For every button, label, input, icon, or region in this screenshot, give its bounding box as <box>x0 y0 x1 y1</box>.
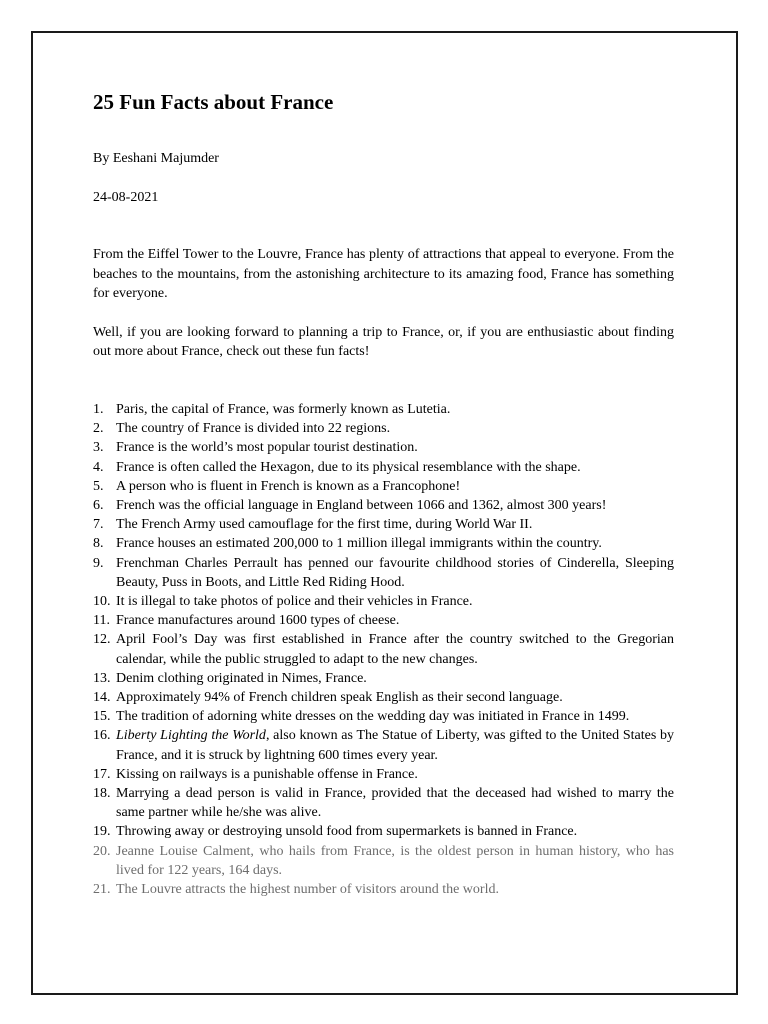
list-item-text: Kissing on railways is a punishable offense in France. <box>116 766 418 782</box>
list-item-number: 11. <box>93 613 110 629</box>
list-item-number: 20. <box>93 843 111 859</box>
list-item <box>93 630 674 668</box>
list-item-text: Approximately 94% of French children speak English as their second language. <box>116 690 563 706</box>
document-body <box>93 88 674 899</box>
list-item-text: Paris, the capital of France, was formerly known as Lutetia. <box>116 401 451 417</box>
list-item-text: A person who is fluent in French is known as a Francophone! <box>116 478 461 494</box>
list-item-text: France houses an estimated 200,000 to 1 million illegal immigrants within the country. <box>116 536 602 552</box>
list-item-text: The French Army used camouflage for the first time, during World War II. <box>116 517 533 533</box>
author-line: By Eeshani Majumder <box>93 151 219 166</box>
list-item <box>93 496 674 515</box>
list-item-number: 1. <box>93 401 104 417</box>
list-item-number: 16. <box>93 728 111 744</box>
list-item <box>93 688 674 707</box>
list-item-text: , also known as The Statue of Liberty, was gifted to the United States by France, and it is struck by lightning 600 times every year. <box>116 728 675 763</box>
list-item-text: Denim clothing originated in Nimes, France. <box>116 670 367 686</box>
list-item <box>93 842 674 880</box>
list-item-text: Jeanne Louise Calment, who hails from France, is the oldest person in human history, who has lived for 122 years, 164 days. <box>116 843 674 878</box>
list-item-number: 2. <box>93 421 104 437</box>
intro-paragraph: Well, if you are looking forward to planning a trip to France, or, if you are enthusiastic about finding out more about France, check out these fun facts! <box>93 324 674 360</box>
list-item <box>93 592 674 611</box>
list-item-number: 8. <box>93 536 104 552</box>
list-item-number: 15. <box>93 709 111 725</box>
list-item-text: France is the world’s most popular tourist destination. <box>116 440 418 456</box>
list-item <box>93 822 674 841</box>
list-item <box>93 880 674 899</box>
list-item-italic-title: Liberty Lighting the World <box>116 728 266 744</box>
list-item-number: 6. <box>93 497 104 513</box>
publish-date: 24-08-2021 <box>93 190 159 205</box>
list-item <box>93 611 674 630</box>
list-item <box>93 477 674 496</box>
list-item <box>93 534 674 553</box>
list-item-number: 12. <box>93 632 111 648</box>
list-item-text: The Louvre attracts the highest number of visitors around the world. <box>116 882 499 898</box>
list-item-number: 19. <box>93 824 111 840</box>
list-item-text: Throwing away or destroying unsold food from supermarkets is banned in France. <box>116 824 578 840</box>
list-item <box>93 707 674 726</box>
list-item <box>93 554 674 592</box>
list-item-text: Frenchman Charles Perrault has penned our favourite childhood stories of Cinderella, Sleeping Beauty, Puss in Boots, and Little Red Riding Hood. <box>116 555 674 590</box>
list-item-number: 18. <box>93 786 111 802</box>
list-item-number: 17. <box>93 766 111 782</box>
list-item <box>93 438 674 457</box>
list-item-number: 14. <box>93 690 111 706</box>
list-item-text: It is illegal to take photos of police and their vehicles in France. <box>116 594 473 609</box>
list-item <box>93 419 674 438</box>
list-item <box>93 515 674 534</box>
list-item <box>93 784 674 822</box>
list-item-number: 7. <box>93 517 104 533</box>
list-item-text: France is often called the Hexagon, due to its physical resemblance with the shape. <box>116 459 581 475</box>
list-item-number: 21. <box>93 882 111 898</box>
page-title: 25 Fun Facts about France <box>93 90 334 114</box>
list-item-number: 5. <box>93 478 104 494</box>
list-item-number: 13. <box>93 670 111 686</box>
intro-paragraph: From the Eiffel Tower to the Louvre, France has plenty of attractions that appeal to everyone. From the beaches to the mountains, from the astonishing architecture to its amazing food, France has something for everyone. <box>93 247 674 302</box>
list-item-text: April Fool’s Day was first established in France after the country switched to the Gregorian calendar, while the public struggled to adapt to the new changes. <box>116 632 674 667</box>
list-item <box>93 458 674 477</box>
list-item <box>93 400 674 419</box>
list-item-text: France manufactures around 1600 types of cheese. <box>116 613 400 629</box>
list-item-text: Marrying a dead person is valid in France, provided that the deceased had wished to marry the same partner while he/she was alive. <box>116 786 674 821</box>
list-item-text: The country of France is divided into 22 regions. <box>116 421 391 437</box>
list-item-text: The tradition of adorning white dresses on the wedding day was initiated in France in 1499. <box>116 709 630 725</box>
list-item-number: 4. <box>93 459 104 475</box>
list-item-number: 9. <box>93 555 104 571</box>
list-item <box>93 669 674 688</box>
list-item-number: 10. <box>93 594 111 609</box>
facts-list <box>93 400 674 899</box>
list-item <box>93 726 674 764</box>
list-item <box>93 765 674 784</box>
list-item-number: 3. <box>93 440 104 456</box>
list-item-text: French was the official language in England between 1066 and 1362, almost 300 years! <box>116 497 607 513</box>
